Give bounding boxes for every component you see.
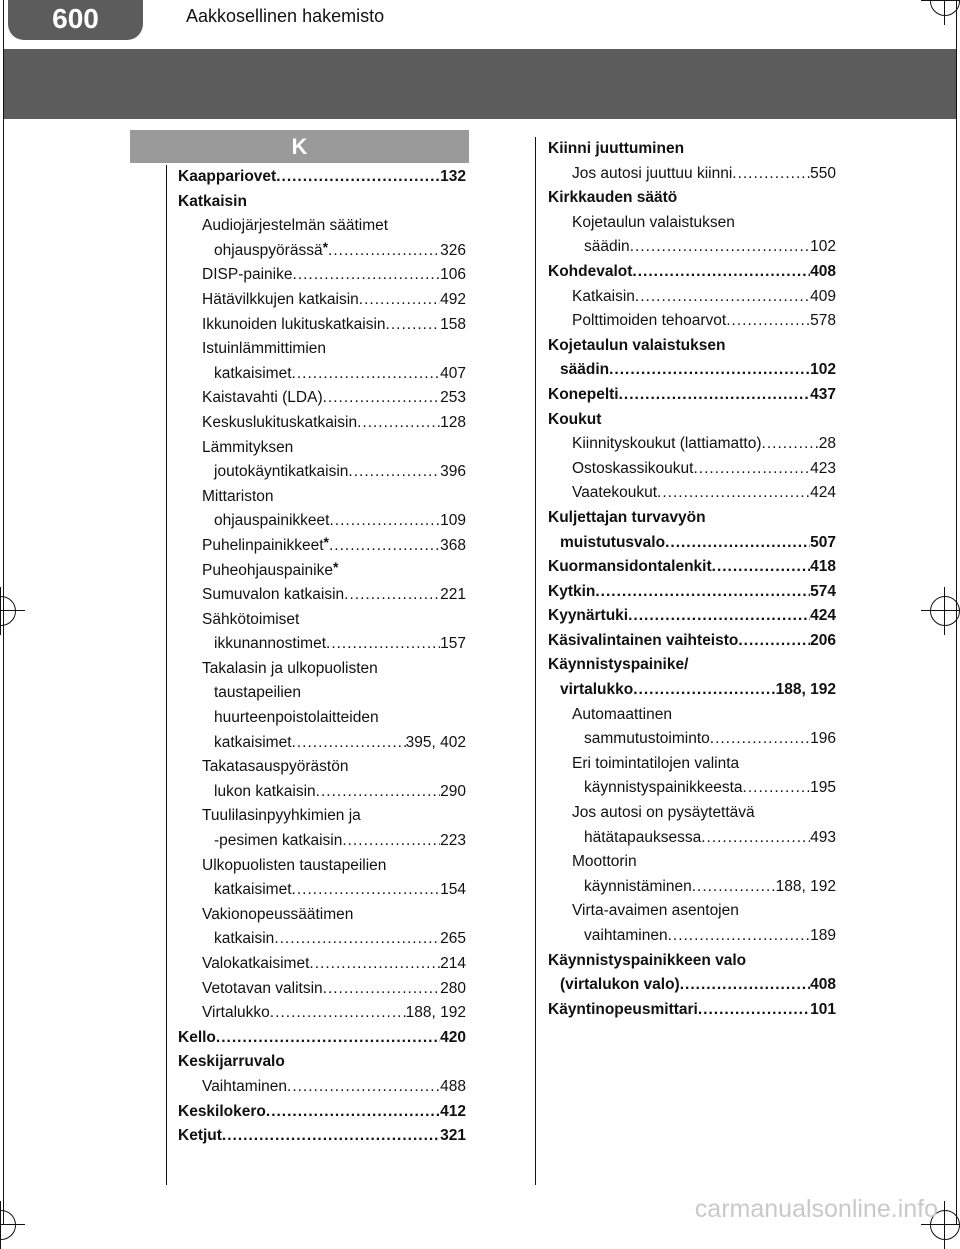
index-entry: Kaappariovet ..... 132 xyxy=(178,165,466,190)
index-subentry: Kaistavahti (LDA) ..... 253 xyxy=(178,386,466,411)
index-subentry: katkaisimet ..... 154 xyxy=(178,878,466,903)
index-entry: virtalukko ..... 188, 192 xyxy=(548,678,836,703)
index-subentry: katkaisimet ..... 395, 402 xyxy=(178,731,466,756)
index-subentry: Istuinlämmittimien xyxy=(202,340,327,358)
index-subentry: Eri toimintatilojen valinta xyxy=(572,754,740,772)
index-subentry: Ikkunoiden lukituskatkaisin ..... 158 xyxy=(178,313,466,338)
index-subentry: Mittariston xyxy=(202,487,274,505)
index-subentry: Sähkötoimiset xyxy=(202,610,300,628)
index-subentry: Valokatkaisimet ..... 214 xyxy=(178,952,466,977)
index-subentry: Tuulilasinpyyhkimien ja xyxy=(202,807,361,825)
index-subentry: Lämmityksen xyxy=(202,438,294,456)
index-entry: Kohdevalot ..... 408 xyxy=(548,260,836,285)
page-title: Aakkosellinen hakemisto xyxy=(186,6,385,26)
index-subentry: sammutustoiminto ..... 196 xyxy=(548,727,836,752)
index-subentry: vaihtaminen ..... 189 xyxy=(548,924,836,949)
index-entry: Keskijarruvalo xyxy=(178,1053,285,1071)
index-subentry: säädin ..... 102 xyxy=(548,235,836,260)
index-subentry: Takatasauspyörästön xyxy=(202,758,349,776)
index-subentry: Katkaisin ..... 409 xyxy=(548,285,836,310)
watermark: carmanualsonline.info xyxy=(694,1195,938,1223)
index-subentry: Polttimoiden tehoarvot ..... 578 xyxy=(548,309,836,334)
index-entry: Käynnistyspainike/ xyxy=(548,656,689,674)
index-subentry: huurteenpoistolaitteiden xyxy=(214,709,379,727)
index-subentry: ohjauspyörässä* ..... 326 xyxy=(178,239,466,264)
index-entry: Kiinni juuttuminen xyxy=(548,140,685,157)
index-subentry: DISP-painike ..... 106 xyxy=(178,263,466,288)
index-entry: Keskilokero ..... 412 xyxy=(178,1100,466,1125)
index-subentry: Jos autosi juuttuu kiinni ..... 550 xyxy=(548,162,836,187)
index-column-left xyxy=(178,165,466,1149)
index-subentry: Ostoskassikoukut ..... 423 xyxy=(548,457,836,482)
index-subentry: Kiinnityskoukut (lattiamatto) ..... 28 xyxy=(548,432,836,457)
column-rule xyxy=(535,137,536,1185)
page-border xyxy=(956,0,957,1224)
index-entry: Kirkkauden säätö xyxy=(548,189,678,207)
index-entry: Kojetaulun valaistuksen xyxy=(548,336,726,354)
index-entry: Kuormansidontalenkit ..... 418 xyxy=(548,555,836,580)
index-subentry: Vakionopeussäätimen xyxy=(202,905,354,923)
index-subentry: ohjauspainikkeet ..... 109 xyxy=(178,509,466,534)
index-subentry: Keskuslukituskatkaisin ..... 128 xyxy=(178,411,466,436)
index-subentry: Vaihtaminen ..... 488 xyxy=(178,1075,466,1100)
index-entry: Konepelti ..... 437 xyxy=(548,383,836,408)
index-subentry: Automaattinen xyxy=(572,705,672,723)
index-entry: Käynnistyspainikkeen valo xyxy=(548,951,747,969)
index-subentry: -pesimen katkaisin ..... 223 xyxy=(178,829,466,854)
index-column-right xyxy=(548,137,836,1022)
index-subentry: Vaatekoukut ..... 424 xyxy=(548,481,836,506)
page-border xyxy=(3,0,4,1224)
index-subentry: joutokäyntikatkaisin ..... 396 xyxy=(178,460,466,485)
index-subentry: Puhelinpainikkeet* ..... 368 xyxy=(178,534,466,559)
index-subentry: hätätapauksessa ..... 493 xyxy=(548,826,836,851)
index-entry: muistutusvalo ..... 507 xyxy=(548,531,836,556)
index-entry: säädin ..... 102 xyxy=(548,358,836,383)
index-subentry: Virta-avaimen asentojen xyxy=(572,902,739,920)
index-entry: Käsivalintainen vaihteisto ..... 206 xyxy=(548,629,836,654)
index-entry: Kytkin ..... 574 xyxy=(548,580,836,605)
index-subentry: Jos autosi on pysäytettävä xyxy=(572,804,755,822)
index-subentry: Vetotavan valitsin ..... 280 xyxy=(178,977,466,1002)
index-entry: Kuljettajan turvavyön xyxy=(548,508,706,526)
index-subentry: Sumuvalon katkaisin ..... 221 xyxy=(178,583,466,608)
index-subentry: Kojetaulun valaistuksen xyxy=(572,213,735,231)
index-entry: Ketjut ..... 321 xyxy=(178,1124,466,1149)
index-entry: Katkaisin xyxy=(178,192,247,210)
index-entry: (virtalukon valo) ..... 408 xyxy=(548,973,836,998)
index-subentry: Takalasin ja ulkopuolisten xyxy=(202,659,378,677)
index-subentry: käynnistyspainikkeesta ..... 195 xyxy=(548,776,836,801)
index-entry: Kyynärtuki ..... 424 xyxy=(548,604,836,629)
index-entry: Käyntinopeusmittari ..... 101 xyxy=(548,998,836,1023)
index-subentry: käynnistäminen ..... 188, 192 xyxy=(548,875,836,900)
index-subentry: Ulkopuolisten taustapeilien xyxy=(202,856,387,874)
index-subentry: ikkunannostimet ..... 157 xyxy=(178,632,466,657)
index-subentry: Puheohjauspainike* xyxy=(202,558,339,579)
index-entry: Kello ..... 420 xyxy=(178,1026,466,1051)
index-subentry: taustapeilien xyxy=(214,684,302,702)
index-subentry: Virtalukko ..... 188, 192 xyxy=(178,1001,466,1026)
index-subentry: lukon katkaisin ..... 290 xyxy=(178,780,466,805)
section-letter-header: K xyxy=(130,130,469,163)
index-subentry: Moottorin xyxy=(572,853,637,871)
index-subentry: katkaisin ..... 265 xyxy=(178,927,466,952)
index-subentry: Hätävilkkujen katkaisin ..... 492 xyxy=(178,288,466,313)
column-rule xyxy=(166,165,167,1185)
header-band xyxy=(3,49,957,119)
index-subentry: Audiojärjestelmän säätimet xyxy=(202,217,389,235)
page-number: 600 xyxy=(52,3,99,34)
index-entry: Koukut xyxy=(548,410,602,428)
index-subentry: katkaisimet ..... 407 xyxy=(178,362,466,387)
